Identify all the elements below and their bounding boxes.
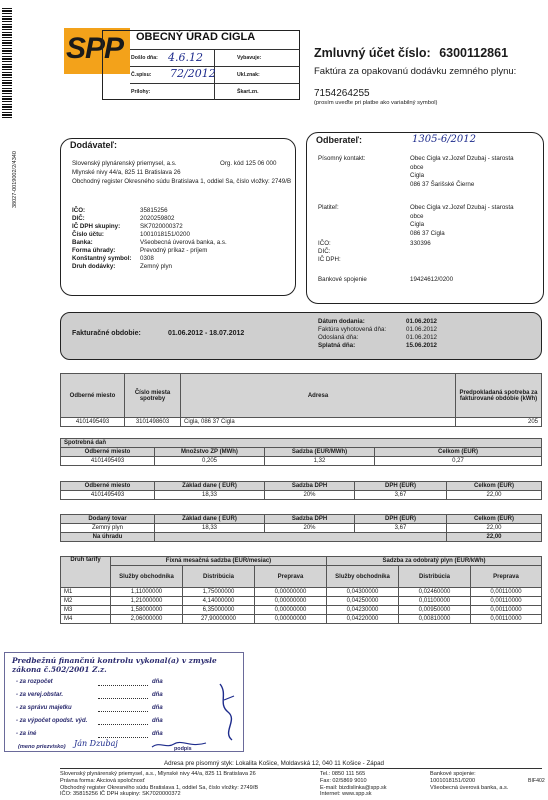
customer-field-label: IČ DPH: [318, 256, 341, 263]
stamp-label-shred: Škart.zn. [237, 89, 259, 95]
table-cell: 0,00000000 [255, 597, 327, 606]
invoice-title: Faktúra za opakovanú dodávku zemného plynu: [314, 66, 517, 77]
supplier-field-value: Prevodný príkaz - príjem [140, 247, 208, 254]
table-cell: 22,00 [447, 524, 542, 533]
delivered-goods-table [60, 514, 542, 542]
control-sign-label: podpis [174, 746, 192, 752]
date-label: Splatná dňa: [318, 342, 356, 349]
account-heading [314, 46, 508, 60]
table-cell: 0,02460000 [399, 588, 471, 597]
date-value: 01.06.2012 [406, 318, 437, 325]
table-row [61, 524, 542, 533]
customer-payer-label: Platiteľ: [318, 204, 339, 211]
date-label: Odoslaná dňa: [318, 334, 359, 341]
table-header: Preprava [255, 566, 327, 588]
stamp-label-file: Č.spisu: [131, 72, 152, 78]
table-cell: 1,58000000 [111, 606, 183, 615]
table-header: Základ dane ( EUR) [155, 482, 265, 491]
table-header: Preprava [471, 566, 542, 588]
signature-mark [214, 680, 238, 746]
stamp-label-handler: Vybavuje: [237, 55, 262, 61]
supplier-field-value: 2020259802 [140, 215, 175, 222]
table-header: Množstvo ZP (MWh) [155, 448, 265, 457]
billing-period-value: 01.06.2012 - 18.07.2012 [168, 330, 245, 337]
table-cell: 0,00950000 [399, 606, 471, 615]
customer-title: Odberateľ: [316, 135, 362, 145]
footer-company [60, 771, 258, 798]
table-cell: 4101495493 [61, 418, 125, 427]
supplier-field-label: Druh dodávky: [72, 263, 116, 270]
table-cell: 3,67 [355, 524, 447, 533]
table-header: Služby obchodníka [111, 566, 183, 588]
footer-line: E-mail: bizdislinka@spp.sk [320, 784, 387, 791]
control-stamp-title: Predbežnú finančnú kontrolu vykonal(a) v zmysle zákona č.502/2001 Z.z. [12, 656, 217, 674]
control-row-label: - za verej.obstar. [16, 692, 64, 698]
table-cell: 0,04220000 [327, 615, 399, 624]
table-cell: 22,00 [447, 491, 542, 500]
table-cell: 4101495493 [61, 491, 155, 500]
table-row [61, 588, 542, 597]
footer-line: Všeobecná úverová banka, a.s. [430, 784, 509, 791]
amount-due-row [61, 533, 542, 542]
date-value: 01.06.2012 [406, 326, 437, 333]
table-cell: 1,11000000 [111, 588, 183, 597]
supplier-field-label: Banka: [72, 239, 93, 246]
table-cell: 0,00110000 [471, 597, 542, 606]
control-row-label: - za rozpočet [16, 679, 53, 685]
table-cell: 205 [456, 418, 542, 427]
supplier-name: Slovenský plynárenský priemysel, a.s. [72, 160, 177, 167]
footer-bank [430, 771, 508, 791]
stamp-value-file: 72/2012 [170, 67, 216, 80]
date-label: Dátum dodania: [318, 318, 365, 325]
table-cell: 0,04300000 [327, 588, 399, 597]
customer-payer-line: Obec Cigla vz.Jozef Dzubaj - starosta [410, 204, 514, 211]
tariff-table [60, 556, 542, 624]
supplier-field-label: IČO: [72, 207, 86, 214]
supplier-field-label: Číslo účtu: [72, 231, 104, 238]
control-row-date: dňa [152, 692, 163, 698]
supplier-field-value: Zemný plyn [140, 263, 172, 270]
account-label: Zmluvný účet číslo: [314, 46, 431, 60]
table-header: Odberné miesto [61, 448, 155, 457]
footer-line: Fax: 02/5869 9010 [320, 777, 367, 784]
table-header: Odberné miesto [61, 482, 155, 491]
table-cell: 0,27 [375, 457, 542, 466]
table-cell: 1,21000000 [111, 597, 183, 606]
supplier-title: Dodávateľ: [70, 140, 117, 150]
customer-bank-value: 19424612/0200 [410, 276, 454, 283]
table-header: Celkom (EUR) [447, 482, 542, 491]
table-header: Sadzba DPH [265, 515, 355, 524]
stamp-label-received: Došlo dňa: [131, 55, 158, 61]
customer-payer [410, 204, 514, 238]
supplier-field-value: 0308 [140, 255, 154, 262]
table-header: Základ dane ( EUR) [155, 515, 265, 524]
control-row-date: dňa [152, 731, 163, 737]
supplier-fields [72, 207, 227, 271]
control-row-label: - za výpočet opodst. výd. [16, 718, 88, 724]
table-header: Distribúcia [183, 566, 255, 588]
supplier-register: Obchodný register Okresného súdu Bratislava 1, oddiel Sa, číslo vložky: 2749/B [72, 178, 292, 185]
table-cell: 4,14000000 [183, 597, 255, 606]
supplier-field-label: IČ DPH skupiny: [72, 223, 121, 230]
signature-scribble [150, 740, 210, 750]
vat-table [60, 481, 542, 500]
table-row [61, 615, 542, 624]
stamp-label-mark: Ukl.znak: [237, 72, 260, 78]
table-header: Druh tarify [61, 557, 111, 588]
table-cell: 0,205 [155, 457, 265, 466]
table-cell: 18,33 [155, 491, 265, 500]
table-header: Predpokladaná spotreba za fakturované obdobie (kWh) [456, 374, 542, 418]
control-row-label: - za iné [16, 731, 37, 737]
customer-payer-line: 086 37 Cigla [410, 229, 445, 237]
footer-line: 1001018151/0200 [430, 777, 476, 784]
table-cell: 0,00000000 [255, 606, 327, 615]
table-row [61, 597, 542, 606]
table-cell: 0,01100000 [399, 597, 471, 606]
customer-contact [410, 155, 514, 189]
table-row [61, 606, 542, 615]
table-cell: M1 [61, 588, 111, 597]
footer-contact [320, 771, 387, 798]
invoice-note: (prosím uveďte pri platbe ako variabilný symbol) [314, 100, 438, 106]
table-cell: 0,04250000 [327, 597, 399, 606]
table-header: Služby obchodníka [327, 566, 399, 588]
table-cell: 20% [265, 524, 355, 533]
date-value: 01.06.2012 [406, 334, 437, 341]
table-header: Celkom (EUR) [447, 515, 542, 524]
table-header: Odberné miesto [61, 374, 125, 418]
customer-contact-line: 086 37 Šarišské Čierne [410, 180, 475, 188]
footer-address: Adresa pre písomný styk: Lokalita Košice, Moldavská 12, 040 11 Košice - Západ [164, 760, 384, 767]
excise-title: Spotrebná daň [61, 439, 542, 448]
supplier-field-label: Forma úhrady: [72, 247, 116, 254]
stamp-value-received: 4.6.12 [168, 51, 203, 64]
footer-line: Internet: www.spp.sk [320, 791, 372, 798]
customer-bank-label: Bankové spojenie [318, 276, 367, 283]
table-row [61, 457, 542, 466]
consumption-place-table [60, 373, 542, 427]
table-header: Fixná mesačná sadzba (EUR/mesiac) [111, 557, 327, 566]
barcode [2, 8, 12, 118]
table-cell: 3101498603 [125, 418, 181, 427]
customer-field-label: DIČ: [318, 248, 331, 255]
table-cell: 1,75000000 [183, 588, 255, 597]
customer-payer-line: obce [410, 212, 424, 220]
supplier-org-code: Org. kód 125 06 000 [220, 160, 277, 167]
table-cell: 4101495493 [61, 457, 155, 466]
footer-line: Bankové spojenie: [430, 771, 476, 777]
supplier-field-value: 1001018151/0200 [140, 231, 190, 238]
table-cell: Zemný plyn [61, 524, 155, 533]
supplier-field-label: Konštantný symbol: [72, 255, 132, 262]
billing-period-label: Fakturačné obdobie: [72, 330, 141, 337]
table-row [61, 491, 542, 500]
customer-contact-line: Obec Cigla vz.Jozef Dzubaj - starosta [410, 155, 514, 162]
table-header: DPH (EUR) [355, 482, 447, 491]
table-cell: Cigla, 086 37 Cigla [181, 418, 456, 427]
table-header: Adresa [181, 374, 456, 418]
table-cell: 20% [265, 491, 355, 500]
footer-line: Právna forma: Akciová spoločnosť [60, 777, 145, 784]
table-row [61, 418, 542, 427]
control-row-date: dňa [152, 679, 163, 685]
customer-payer-line: Cigla [410, 221, 425, 228]
footer-line: Slovenský plynárenský priemysel, a.s., Mlynské nivy 44/a, 825 11 Bratislava 26 [60, 771, 256, 777]
table-cell: 6,35000000 [183, 606, 255, 615]
table-cell: M2 [61, 597, 111, 606]
date-value: 15.06.2012 [406, 342, 437, 349]
table-cell: 0,04230000 [327, 606, 399, 615]
customer-contact-label: Písomný kontakt: [318, 155, 366, 162]
table-cell: M3 [61, 606, 111, 615]
table-cell: 0,00110000 [471, 606, 542, 615]
table-cell: 18,33 [155, 524, 265, 533]
table-cell: 3,67 [355, 491, 447, 500]
supplier-field-value: Všeobecná úverová banka, a.s. [140, 239, 227, 246]
table-header: Sadzba za odobratý plyn (EUR/kWh) [327, 557, 542, 566]
invoice-dates [318, 318, 437, 350]
supplier-field-label: DIČ: [72, 215, 85, 222]
table-header: Dodaný tovar [61, 515, 155, 524]
table-cell: M4 [61, 615, 111, 624]
customer-contact-line: Cigla [410, 172, 425, 179]
amount-due-label: Na úhradu [61, 533, 155, 542]
table-cell: 2,06000000 [111, 615, 183, 624]
supplier-address: Mlynské nivy 44/a, 825 11 Bratislava 26 [72, 169, 181, 176]
supplier-field-value: SK7020000372 [140, 223, 183, 230]
footer-line: Obchodný register Okresného súdu Bratislava 1, oddiel Sa, číslo vložky: 2749/B [60, 784, 259, 791]
control-stamp-rows [16, 676, 163, 741]
table-cell: 27,90000000 [183, 615, 255, 624]
control-row-label: - za správu majetku [16, 705, 72, 711]
table-header: Sadzba (EUR/MWh) [265, 448, 375, 457]
control-row-date: dňa [152, 705, 163, 711]
control-name-value: Ján Dzubaj [74, 739, 118, 748]
customer-field-value: 330396 [410, 240, 431, 247]
invoice-number: 7154264255 [314, 88, 370, 99]
account-number: 6300112861 [439, 46, 509, 60]
table-cell: 0,00000000 [255, 615, 327, 624]
customer-contact-line: obce [410, 163, 424, 171]
customer-field-label: IČO: [318, 240, 331, 247]
table-cell: 0,00810000 [399, 615, 471, 624]
table-cell: 0,00000000 [255, 588, 327, 597]
spp-logo: SPP [66, 32, 124, 65]
date-label: Faktúra vyhotovená dňa: [318, 326, 387, 333]
footer-code: BIF402 [528, 778, 545, 784]
control-row-date: dňa [152, 718, 163, 724]
customer-fields [318, 240, 431, 264]
table-cell: 0,00110000 [471, 588, 542, 597]
amount-due-value: 22,00 [447, 533, 542, 542]
table-header: DPH (EUR) [355, 515, 447, 524]
table-cell: 0,00110000 [471, 615, 542, 624]
footer-line: Tel.: 0850 111 565 [320, 771, 366, 777]
supplier-field-value: 35815256 [140, 207, 168, 214]
table-header: Sadzba DPH [265, 482, 355, 491]
barcode-number: 38027-0019002/2/4340 [12, 151, 18, 208]
table-header: Číslo miesta spotreby [125, 374, 181, 418]
table-header: Celkom (EUR) [375, 448, 542, 457]
control-name-label: (meno priezvisko) [18, 744, 66, 750]
table-cell: 1,32 [265, 457, 375, 466]
footer-line: IČO: 35815256 IČ DPH skupiny: SK7020000372 [60, 791, 181, 798]
excise-tax-table [60, 438, 542, 466]
stamp-label-attachments: Prílohy: [131, 89, 151, 95]
stamp-title: OBECNÝ ÚRAD CIGLA [136, 31, 256, 43]
table-header: Distribúcia [399, 566, 471, 588]
customer-handwritten-note: 1305-6/2012 [412, 134, 477, 145]
